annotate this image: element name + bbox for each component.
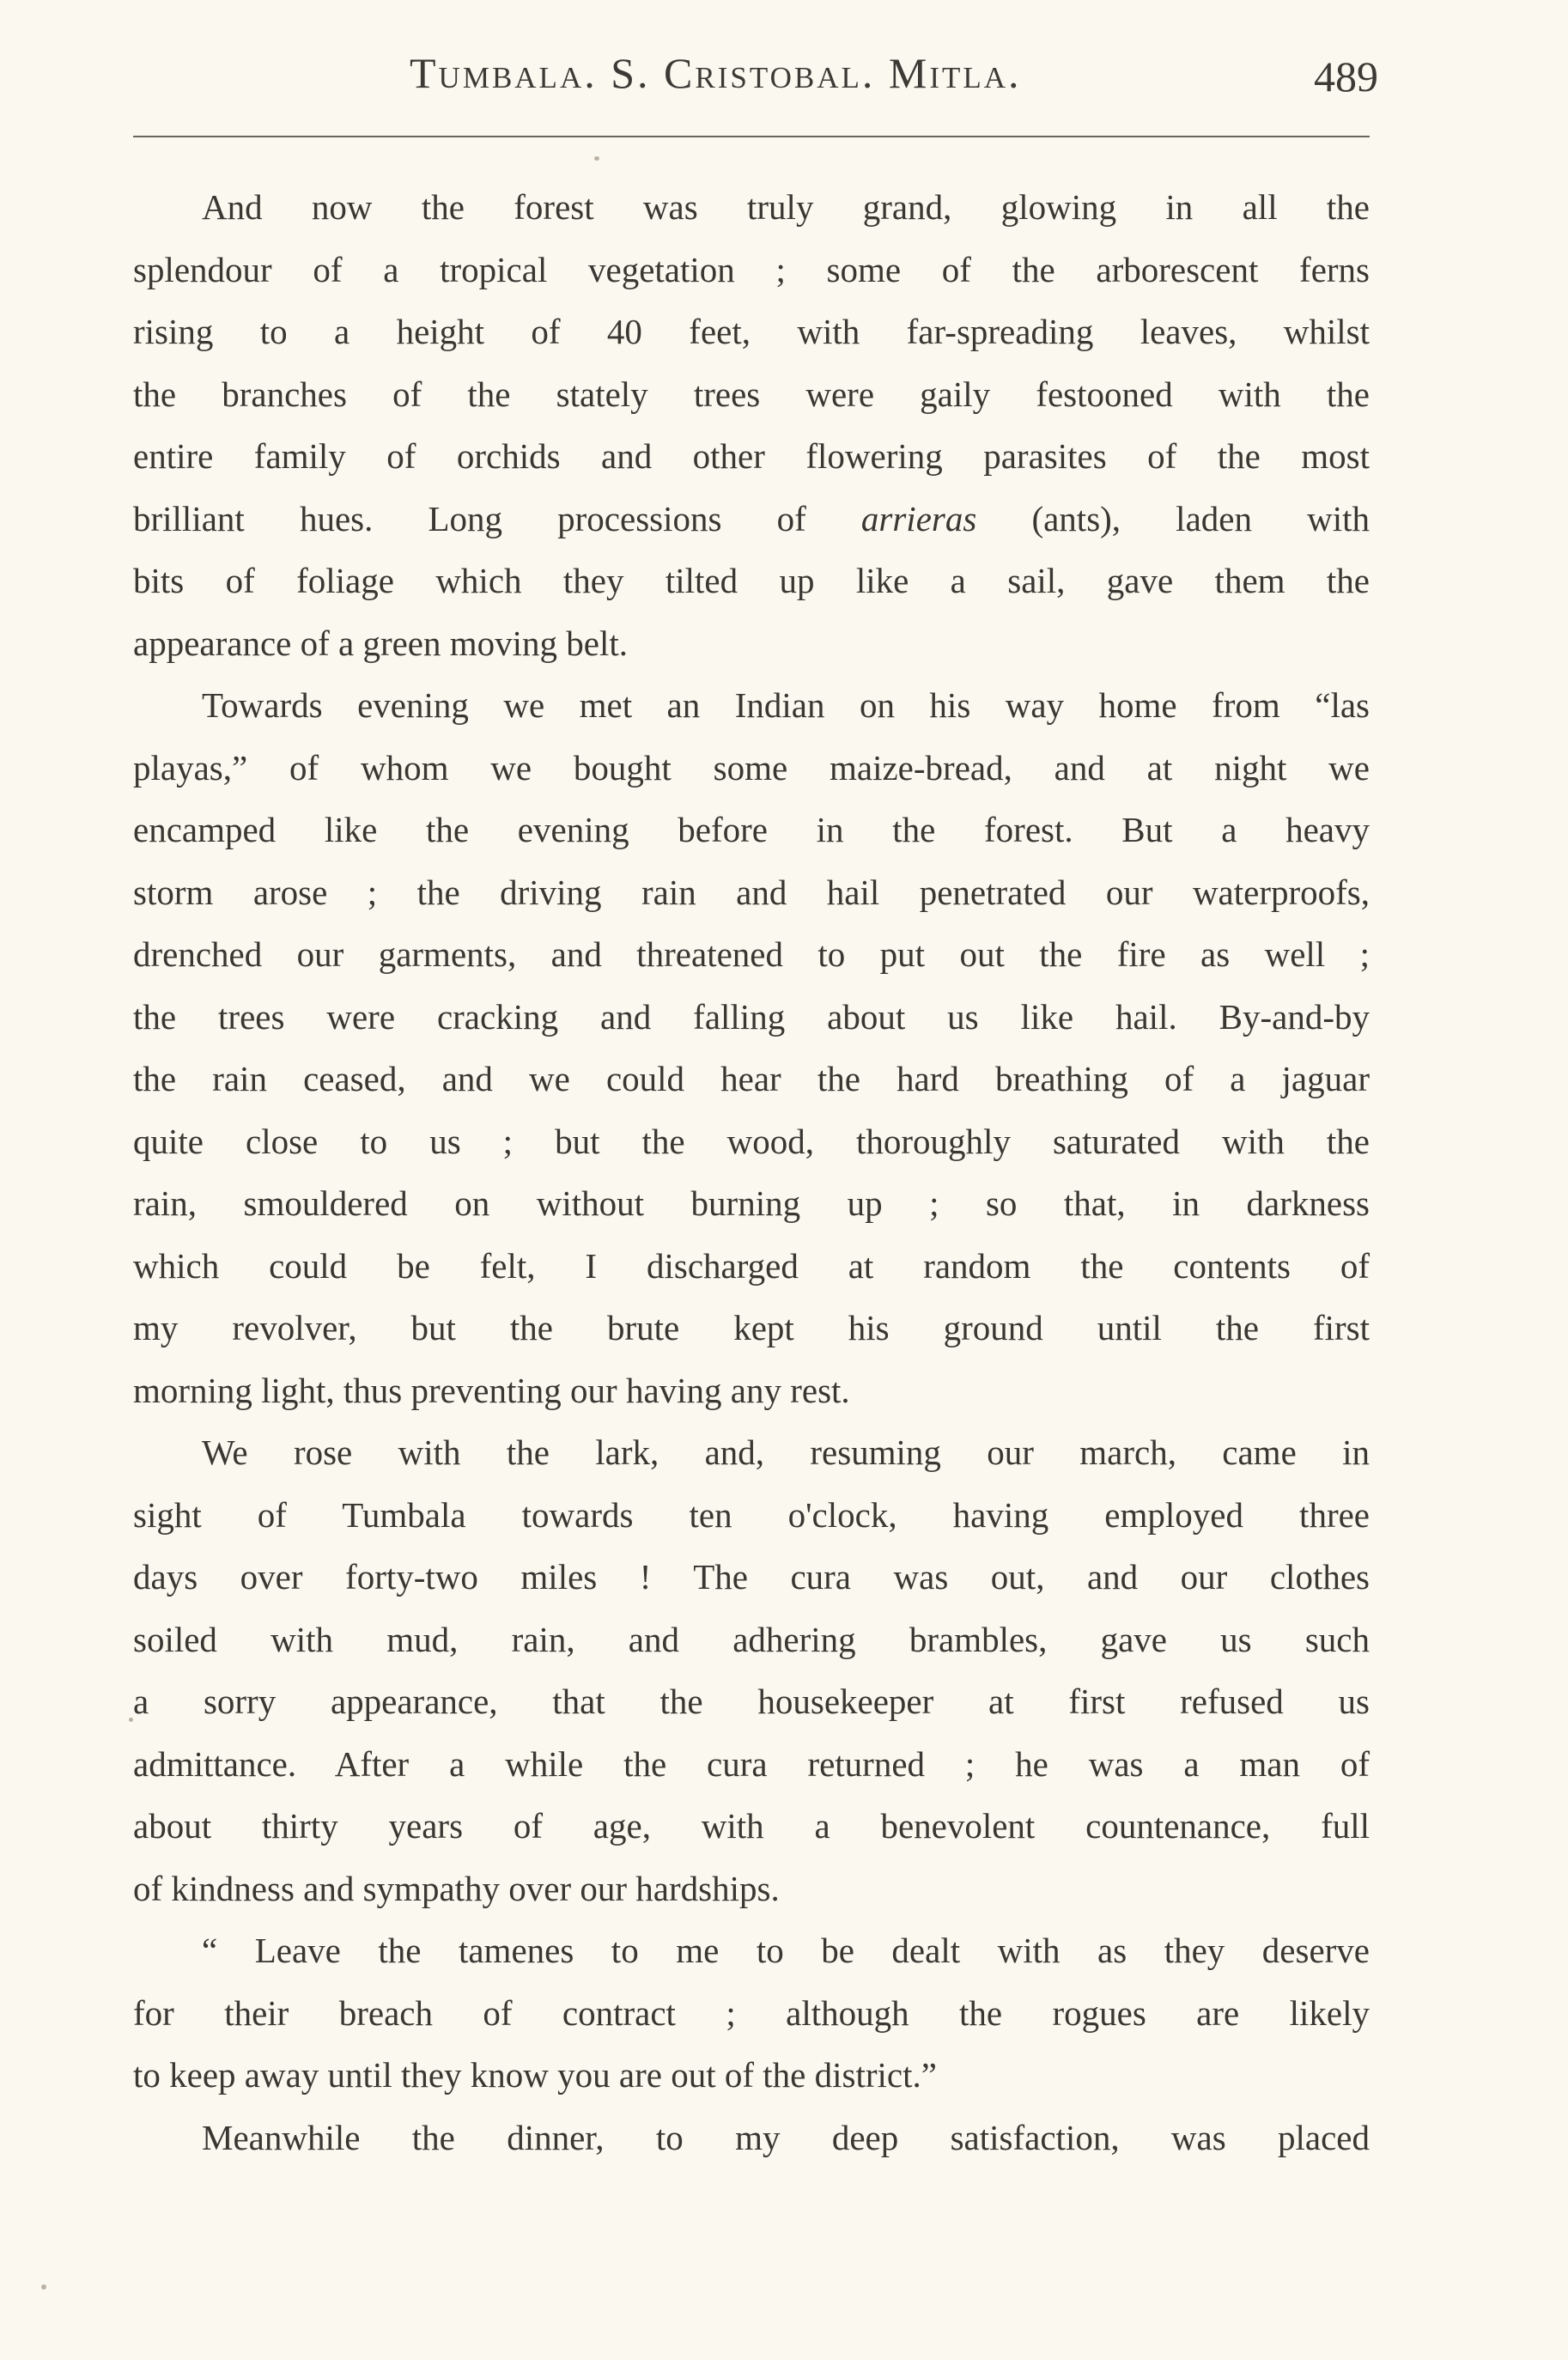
paragraph [133, 2107, 1370, 2169]
text-line: a sorry appearance, that the housekeeper at first refused us [133, 1682, 1370, 1721]
text-line: entire family of orchids and other flowering parasites of the most [133, 436, 1370, 476]
paragraph [133, 1919, 1370, 2107]
text-line: rain, smouldered on without burning up ; so that, in darkness [133, 1183, 1370, 1223]
running-title: Tumbala. S. Cristobal. Mitla. [410, 49, 1022, 97]
text-line: about thirty years of age, with a benevolent countenance, full [133, 1806, 1370, 1846]
text-line: drenched our garments, and threatened to put out the fire as well ; [133, 934, 1370, 974]
text-line: Towards evening we met an Indian on his way home from “las [202, 685, 1370, 725]
italic-term: arrieras [860, 498, 977, 538]
paper-speck [594, 156, 599, 161]
text-line [133, 488, 1370, 550]
text-line: splendour of a tropical vegetation ; some of the arborescent ferns [133, 249, 1370, 289]
text-line: rising to a height of 40 feet, with far-spreading leaves, whilst [133, 312, 1370, 351]
paragraph [133, 674, 1370, 1421]
text-segment: (ants), laden with [976, 498, 1370, 538]
paper-speck [129, 1718, 133, 1722]
text-line: “ Leave the tamenes to me to be dealt with as they deserve [202, 1931, 1370, 1970]
text-line: playas,” of whom we bought some maize-bread, and at night we [133, 747, 1370, 788]
paper-speck [41, 2284, 46, 2290]
text-line: soiled with mud, rain, and adhering brambles, gave us such [133, 1619, 1370, 1659]
body-text [133, 176, 1370, 2168]
header-rule [133, 136, 1370, 137]
text-line: to keep away until they know you are out of the district.” [133, 2055, 937, 2095]
text-line: encamped like the evening before in the forest. But a heavy [133, 810, 1370, 849]
text-line: of kindness and sympathy over our hardships. [133, 1868, 780, 1908]
text-line: Meanwhile the dinner, to my deep satisfaction, was placed [202, 2117, 1370, 2157]
running-head [133, 43, 1378, 120]
text-line: quite close to us ; but the wood, thoroughly saturated with the [133, 1121, 1370, 1161]
text-line: And now the forest was truly grand, glowing in all the [202, 187, 1370, 227]
text-line: the rain ceased, and we could hear the hard breathing of a jaguar [133, 1059, 1370, 1098]
text-line: for their breach of contract ; although the rogues are likely [133, 1992, 1370, 2033]
page-number: 489 [1314, 52, 1378, 100]
text-line: admittance. After a while the cura returned ; he was a man of [133, 1743, 1370, 1784]
paragraph [133, 1421, 1370, 1919]
text-line: morning light, thus preventing our having any rest. [133, 1370, 850, 1410]
text-line: sight of Tumbala towards ten o'clock, having employed three [133, 1494, 1370, 1535]
text-line: appearance of a green moving belt. [133, 623, 629, 663]
text-line: which could be felt, I discharged at random the contents of [133, 1245, 1370, 1286]
paragraph [133, 176, 1370, 674]
text-line: the branches of the stately trees were gaily festooned with the [133, 374, 1370, 414]
text-line: storm arose ; the driving rain and hail penetrated our waterproofs, [133, 872, 1370, 912]
text-line: the trees were cracking and falling about us like hail. By-and-by [133, 996, 1370, 1037]
text-line: days over forty-two miles ! The cura was out, and our clothes [133, 1557, 1370, 1597]
text-line: my revolver, but the brute kept his ground until the first [133, 1308, 1370, 1347]
text-line: bits of foliage which they tilted up like a sail, gave them the [133, 561, 1370, 600]
text-segment: brilliant hues. Long processions of [133, 498, 861, 538]
text-line: We rose with the lark, and, resuming our march, came in [202, 1432, 1370, 1472]
